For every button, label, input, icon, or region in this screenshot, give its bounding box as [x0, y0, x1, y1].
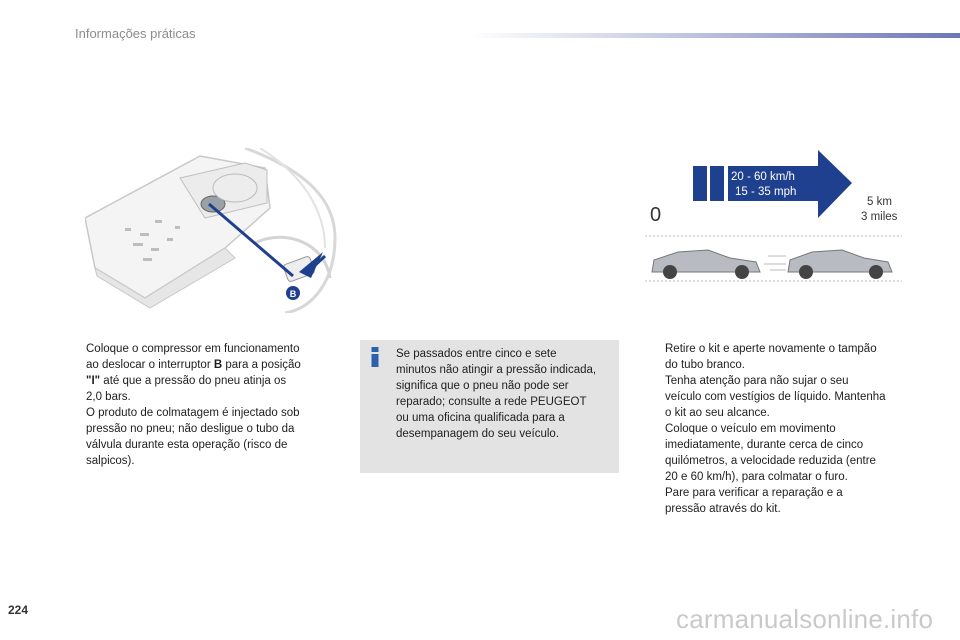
instructions-column-3 — [641, 341, 916, 517]
position-i-ref: "I" — [86, 375, 101, 387]
distance-miles: 3 miles — [861, 211, 898, 223]
text-line: pressão através do kit. — [665, 503, 781, 515]
text-line: o kit ao seu alcance. — [665, 407, 770, 419]
text-line: Se passados entre cinco e sete — [396, 348, 557, 360]
text-line: ou uma oficina qualificada para a — [396, 412, 565, 424]
text-line: Coloque o compressor em funcionamento — [86, 343, 300, 355]
driving-illustration — [640, 148, 905, 288]
car-icon — [764, 250, 892, 279]
text-line: do tubo branco. — [665, 359, 745, 371]
car-icon — [652, 250, 760, 279]
list-item — [641, 421, 916, 485]
text-line: "I" até que a pressão do pneu atinja os — [86, 375, 287, 387]
text-line: O produto de colmatagem é injectado sob — [86, 407, 300, 419]
distance-km: 5 km — [867, 196, 892, 208]
callout-b-label: B — [289, 289, 297, 299]
speed-kmh: 20 - 60 km/h — [731, 171, 795, 183]
section-title: Informações práticas — [75, 26, 196, 41]
compressor-illustration — [85, 148, 340, 313]
text-line: ao deslocar o interruptor B para a posição — [86, 359, 301, 371]
text-line: 2,0 bars. — [86, 391, 131, 403]
text-line: Pare para verificar a reparação e a — [665, 487, 843, 499]
text-line: veículo com vestígios de líquido. Mantenha — [665, 391, 886, 403]
list-item — [641, 485, 916, 517]
text-line: minutos não atingir a pressão indicada, — [396, 364, 597, 376]
text-line: imediatamente, durante cerca de cinco — [665, 439, 864, 451]
text-line: Retire o kit e aperte novamente o tampão — [665, 343, 877, 355]
text-line: salpicos). — [86, 455, 135, 467]
text-line: Tenha atenção para não sujar o seu — [665, 375, 849, 387]
text-line: significa que o pneu não pode ser — [396, 380, 569, 392]
page-number: 224 — [8, 603, 29, 617]
text-line: desempanagem do seu veículo. — [396, 428, 560, 440]
text-line: pressão no pneu; não desligue o tubo da — [86, 423, 295, 435]
info-text — [396, 346, 612, 442]
text-line: válvula durante esta operação (risco de — [86, 439, 288, 451]
list-item — [62, 341, 342, 469]
info-icon — [368, 346, 382, 368]
text-line: 20 e 60 km/h), para colmatar o furo. — [665, 471, 848, 483]
switch-b-ref: B — [213, 359, 223, 371]
text-line: Coloque o veículo em movimento — [665, 423, 836, 435]
start-marker: 0 — [650, 204, 662, 226]
info-box — [360, 340, 619, 473]
text-line: quilómetros, a velocidade reduzida (entre — [665, 455, 876, 467]
list-item — [641, 341, 916, 421]
speed-mph: 15 - 35 mph — [735, 186, 797, 198]
instructions-column-1 — [62, 341, 342, 469]
watermark: carmanualsonline.info — [676, 604, 934, 634]
header-rule — [470, 33, 960, 38]
text-line: reparado; consulte a rede PEUGEOT — [396, 396, 587, 408]
